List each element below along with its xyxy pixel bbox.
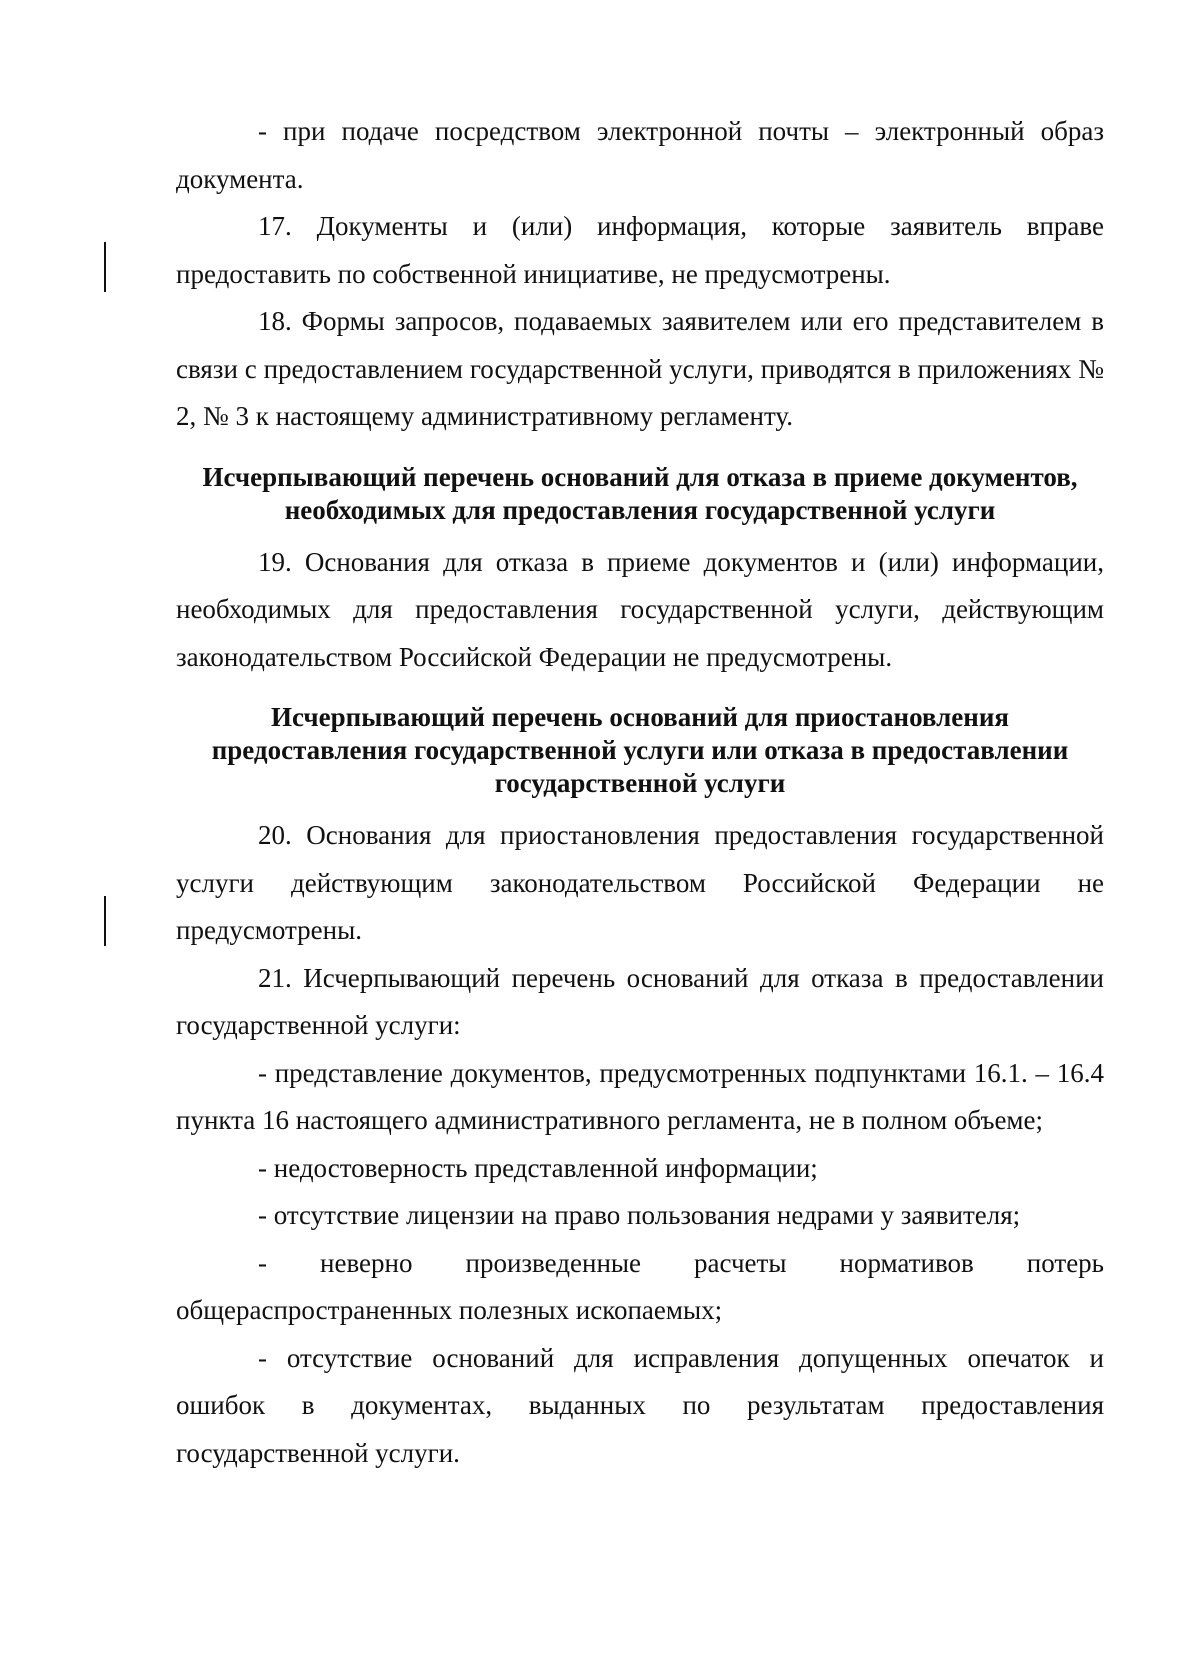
list-item-no-license: - отсутствие лицензии на право пользования недрами у заявителя;	[258, 1200, 1021, 1230]
list-item-incorrect-calculations: - неверно произведенные расчеты нормативов потерь общераспространенных полезных ископаемых;	[176, 1247, 1104, 1325]
paragraph-19: 19. Основания для отказа в приеме документов и (или) информации, необходимых для предоставления государственной услуги, действующим законодательством Российской Федерации не предусмотрены.	[176, 546, 1104, 672]
document-body	[176, 108, 1104, 1477]
list-item-unreliable-information: - недостоверность представленной информации;	[258, 1152, 818, 1183]
section-heading-refusal-acceptance: Исчерпывающий перечень оснований для отказа в приеме документов, необходимых для предоставления государственной услуги	[202, 461, 1078, 525]
section-heading-suspension-refusal: Исчерпывающий перечень оснований для приостановления предоставления государственной услуги или отказа в предоставлении государственной услуги	[211, 702, 1069, 798]
paragraph-17: 17. Документы и (или) информация, которые заявитель вправе предоставить по собственной инициативе, не предусмотрены.	[176, 211, 1104, 289]
margin-change-bar-2	[104, 896, 106, 946]
paragraph-20: 20. Основания для приостановления предоставления государственной услуги действующим законодательством Российской Федерации не предусмотрены.	[176, 820, 1104, 945]
list-item-no-grounds-correction: - отсутствие оснований для исправления допущенных опечаток и ошибок в документах, выданных по результатам предоставления государственной услуги.	[176, 1342, 1104, 1468]
paragraph-18: 18. Формы запросов, подаваемых заявителем или его представителем в связи с предоставлением государственной услуги, приводятся в приложениях № 2, № 3 к настоящему административному регламенту.	[176, 306, 1104, 431]
margin-change-bar-1	[104, 242, 106, 292]
list-item-incomplete-documents: - представление документов, предусмотренных подпунктами 16.1. – 16.4 пункта 16 настоящего административного регламента, не в полном объеме;	[176, 1057, 1104, 1135]
paragraph-21: 21. Исчерпывающий перечень оснований для отказа в предоставлении государственной услуги:	[176, 962, 1104, 1040]
paragraph-email-submission: - при подаче посредством электронной почты – электронный образ документа.	[176, 116, 1104, 194]
